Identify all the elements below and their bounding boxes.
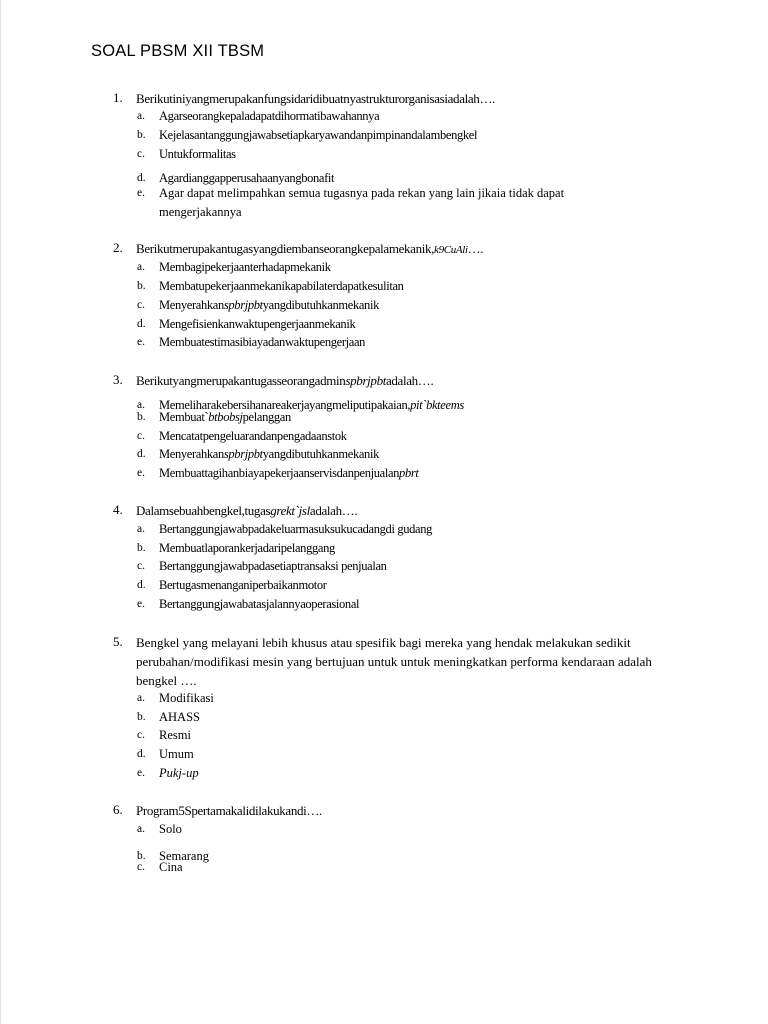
option-text: Membuatestimasibiayadanwaktupengerjaan	[159, 335, 366, 349]
option-letter: b.	[137, 850, 146, 862]
option-e	[0, 184, 768, 222]
option-letter: e.	[137, 336, 145, 348]
option-letter: b.	[137, 711, 146, 723]
option-e	[0, 595, 768, 613]
option-letter: e.	[137, 187, 145, 199]
question-number: 4.	[113, 502, 123, 517]
option-d	[0, 745, 768, 763]
question-text: Program5Spertamakalidilakukandi….	[136, 803, 322, 818]
option-letter: e.	[137, 598, 145, 610]
question-number: 6.	[113, 802, 123, 817]
option-letter: a.	[137, 261, 145, 273]
option-text: Resmi	[159, 728, 191, 742]
option-b	[0, 708, 768, 726]
option-letter: b.	[137, 280, 146, 292]
option-b	[0, 539, 768, 557]
option-text: Solo	[159, 822, 182, 836]
option-letter: c.	[137, 729, 145, 741]
option-text: Mencatatpengeluarandanpengadaanstok	[159, 429, 347, 443]
option-text: Bertanggungjawabpadakeluarmasuksukucadangdi gudang	[159, 522, 433, 536]
option-b	[0, 408, 768, 426]
option-letter: c.	[137, 148, 145, 160]
document-title: SOAL PBSM XII TBSM	[91, 42, 265, 60]
option-letter: b.	[137, 129, 146, 141]
option-c	[0, 145, 768, 163]
question-number: 2.	[113, 240, 123, 255]
option-text: Pukj-up	[159, 766, 199, 780]
garbled-text: spbrjpbt	[345, 373, 386, 388]
option-e	[0, 464, 768, 482]
option-letter: a.	[137, 692, 145, 704]
question-text: Berikutyangmerupakantugasseorangadminspbrjpbtadalah….	[136, 373, 434, 388]
option-a	[0, 820, 768, 838]
option-letter: a.	[137, 523, 145, 535]
option-letter: d.	[137, 318, 146, 330]
option-letter: d.	[137, 579, 146, 591]
option-text: Semarang	[159, 849, 209, 863]
option-d	[0, 576, 768, 594]
option-text: Mengefisienkanwaktupengerjaanmekanik	[159, 317, 356, 331]
option-c	[0, 557, 768, 575]
garbled-text: btbobsj	[208, 410, 243, 424]
option-c	[0, 726, 768, 744]
option-a	[0, 689, 768, 707]
option-d	[0, 315, 768, 333]
option-text: Menyerahkanspbrjpbtyangdibutuhkanmekanik	[159, 447, 379, 461]
option-text: Kejelasantanggungjawabsetiapkaryawandanpimpinandalambengkel	[159, 128, 478, 142]
option-text: Membuattagihanbiayapekerjaanservisdanpenjualanpbrt	[159, 466, 419, 480]
option-b	[0, 277, 768, 295]
option-letter: a.	[137, 399, 145, 411]
option-letter: c.	[137, 861, 145, 873]
question-number: 3.	[113, 372, 123, 387]
option-letter: e.	[137, 767, 145, 779]
option-text: Membuat`btbobsjpelanggan	[159, 410, 291, 424]
option-letter: c.	[137, 560, 145, 572]
option-text: Memeliharakebersihanareakerjayangmeliputipakaian,pit`bkteems	[159, 398, 464, 412]
garbled-text: spbrjpbt	[223, 298, 263, 312]
option-text: Umum	[159, 747, 194, 761]
option-letter: b.	[137, 411, 146, 423]
option-letter: d.	[137, 748, 146, 760]
garbled-text: pit`bkteems	[410, 398, 464, 412]
question-number: 5.	[113, 634, 123, 649]
option-text: Membatupekerjaanmekanikapabilaterdapatkesulitan	[159, 279, 404, 293]
option-text: Bertanggungjawabatasjalannyaoperasional	[159, 597, 360, 611]
option-d	[0, 445, 768, 463]
option-text: Bertanggungjawabpadasetiaptransaksi penjualan	[159, 559, 387, 573]
option-letter: a.	[137, 110, 145, 122]
option-text: Modifikasi	[159, 691, 214, 705]
option-letter: d.	[137, 448, 146, 460]
option-text: Agar dapat melimpahkan semua tugasnya pada rekan yang lain jikaia tidak dapat mengerjakannya	[159, 186, 565, 219]
question-number: 1.	[113, 90, 123, 105]
option-text: AHASS	[159, 710, 200, 724]
option-text: Membuatlaporankerjadaripelanggang	[159, 541, 335, 555]
question-text: Berikutmerupakantugasyangdiembanseorangkepalamekanik,k9CuAli….	[136, 241, 484, 256]
option-e	[0, 333, 768, 351]
option-c	[0, 427, 768, 445]
option-b	[0, 126, 768, 144]
option-letter: c.	[137, 430, 145, 442]
option-e	[0, 764, 768, 782]
option-text: Agardianggapperusahaanyangbonafit	[159, 171, 335, 185]
option-a	[0, 520, 768, 538]
option-letter: b.	[137, 542, 146, 554]
option-letter: a.	[137, 823, 145, 835]
option-a	[0, 258, 768, 276]
garbled-text: grekt`jsl	[270, 503, 310, 518]
option-letter: d.	[137, 172, 146, 184]
option-text: Untukformalitas	[159, 147, 236, 161]
option-letter: c.	[137, 299, 145, 311]
question-text: Bengkel yang melayani lebih khusus atau spesifik bagi mereka yang hendak melakukan sedikit perubahan/modifikasi mesin yang bertujuan untuk untuk meningkatkan performa kendaraan adalah bengkel ….	[136, 635, 652, 688]
garbled-text: pbrt	[399, 466, 419, 480]
option-text: Menyerahkanspbrjpbtyangdibutuhkanmekanik	[159, 298, 379, 312]
option-text: Cina	[159, 860, 183, 874]
option-letter: e.	[137, 467, 145, 479]
garbled-text: k9CuAli	[434, 244, 468, 256]
option-text: Bertugasmenanganiperbaikanmotor	[159, 578, 327, 592]
question-text: Berikutiniyangmerupakanfungsidaridibuatnyastrukturorganisasiadalah….	[136, 91, 496, 106]
option-c	[0, 296, 768, 314]
option-text: Agarseorangkepaladapatdihormatibawahannya	[159, 109, 380, 123]
option-c	[0, 858, 768, 876]
question-text: Dalamsebuahbengkel,tugasgrekt`jsladalah….	[136, 503, 358, 518]
garbled-text: spbrjpbt	[223, 447, 263, 461]
option-a	[0, 107, 768, 125]
option-text: Membagipekerjaanterhadapmekanik	[159, 260, 331, 274]
